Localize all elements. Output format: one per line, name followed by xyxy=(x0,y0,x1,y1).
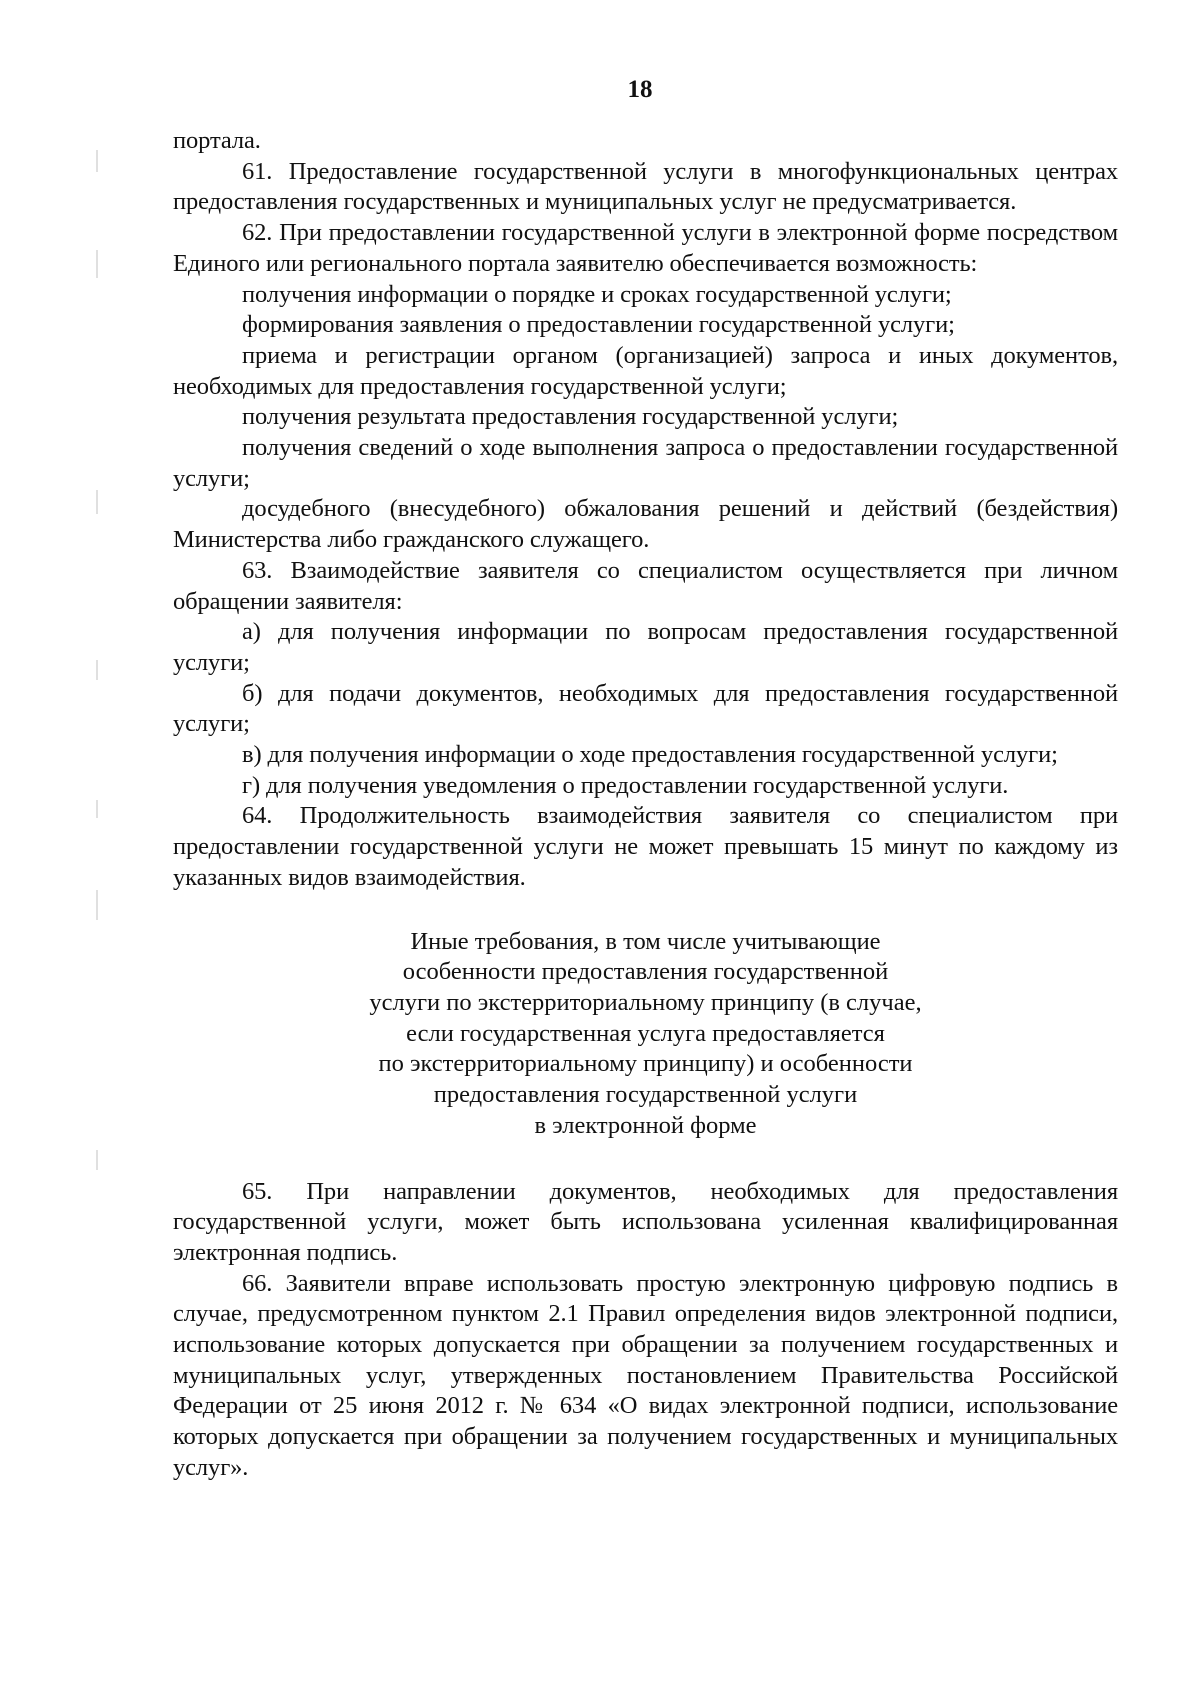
paragraph: формирования заявления о предоставлении государственной услуги; xyxy=(242,311,955,339)
paragraph: получения результата предоставления государственной услуги; xyxy=(242,403,899,431)
heading-line: Иные требования, в том числе учитывающие xyxy=(410,927,881,955)
paragraph: 61. Предоставление государственной услуги в многофункциональных центрах предоставления государственных и муниципальных услуг не предусматривается. xyxy=(173,157,1118,216)
paragraph: 64. Продолжительность взаимодействия заявителя со специалистом при предоставлении государственной услуги не может превышать 15 минут по каждому из указанных видов взаимодействия. xyxy=(173,802,1118,891)
scan-mark xyxy=(96,150,98,172)
paragraph: б) для подачи документов, необходимых для предоставления государственной услуги; xyxy=(173,679,1118,738)
heading-line: по экстерриториальному принципу) и особенности xyxy=(378,1050,913,1078)
heading-line: предоставления государственной услуги xyxy=(433,1081,858,1109)
paragraph: в) для получения информации о ходе предоставления государственной услуги; xyxy=(242,741,1058,769)
heading-line: особенности предоставления государственной xyxy=(402,958,889,986)
paragraph: получения информации о порядке и сроках государственной услуги; xyxy=(242,280,952,308)
paragraph: досудебного (внесудебного) обжалования решений и действий (бездействия) Министерства либо гражданского служащего. xyxy=(173,495,1118,554)
scan-margin-marks xyxy=(96,150,104,1550)
paragraph: 62. При предоставлении государственной услуги в электронной форме посредством Единого или регионального портала заявителю обеспечивается возможность: xyxy=(173,219,1118,277)
heading-line: в электронной форме xyxy=(534,1111,757,1139)
paragraph: приема и регистрации органом (организацией) запроса и иных документов, необходимых для предоставления государственной услуги; xyxy=(173,341,1118,400)
heading-line: если государственная услуга предоставляется xyxy=(406,1019,885,1047)
paragraph: 66. Заявители вправе использовать простую электронную цифровую подпись в случае, предусмотренном пунктом 2.1 Правил определения видов электронной подписи, использование которых допускается при обращении за получением государственных и муниципальных услуг, утвержденных постановлением Правительства Российской Федерации от 25 июня 2012 г. № 634 «О видах электронной подписи, использование которых допускается при обращении за получением государственных и муниципальных услуг». xyxy=(173,1269,1118,1481)
paragraph: получения сведений о ходе выполнения запроса о предоставлении государственной услуги; xyxy=(173,434,1118,492)
document-body xyxy=(173,126,1118,1484)
heading-line: услуги по экстерриториальному принципу (в случае, xyxy=(369,988,922,1016)
paragraph: а) для получения информации по вопросам предоставления государственной услуги; xyxy=(173,618,1118,676)
paragraph: портала. xyxy=(173,127,261,154)
scan-mark xyxy=(96,660,98,680)
paragraph: 65. При направлении документов, необходимых для предоставления государственной услуги, может быть использована усиленная квалифицированная электронная подпись. xyxy=(173,1177,1118,1266)
scan-mark xyxy=(96,490,98,514)
scan-mark xyxy=(96,800,98,818)
scan-mark xyxy=(96,890,98,920)
paragraphs-bottom xyxy=(173,1177,1118,1484)
paragraphs-top xyxy=(173,126,1118,894)
paragraph: 63. Взаимодействие заявителя со специалистом осуществляется при личном обращении заявителя: xyxy=(173,556,1118,615)
paragraph: г) для получения уведомления о предоставлении государственной услуги. xyxy=(242,771,1009,799)
page-number: 18 xyxy=(627,76,653,103)
scan-mark xyxy=(96,250,98,278)
scan-mark xyxy=(96,1150,98,1170)
section-heading xyxy=(366,927,926,1142)
